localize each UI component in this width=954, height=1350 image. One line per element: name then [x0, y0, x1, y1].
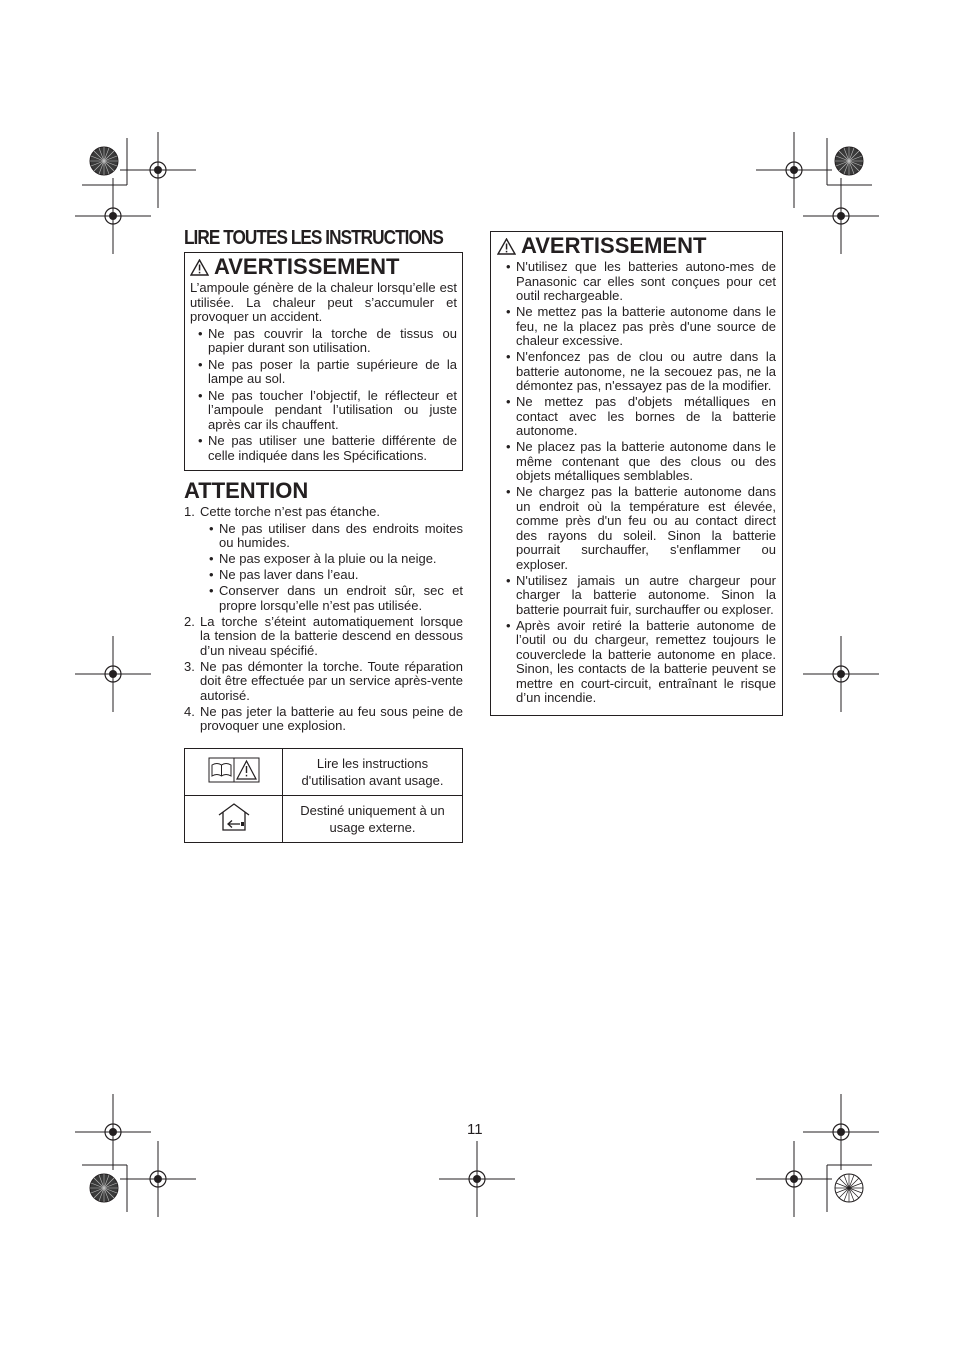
list-item: • N'enfoncez pas de clou ou autre dans la batterie autonome, ne la secouez pas, ne la démontez pas, n'essayez pas de la modifier.	[497, 350, 776, 394]
warning-triangle-icon	[190, 259, 209, 276]
attention-title: ATTENTION	[184, 478, 309, 503]
list-item: • Ne chargez pas la batterie autonome dans un endroit où la température est élevée, comme près d'un feu ou au contact direct des rayons du soleil. Sinon la batterie pourrait surchauffer, s'enflammer ou exploser.	[497, 485, 776, 572]
warning-list-left	[190, 327, 457, 464]
list-item: • Ne pas toucher l’objectif, le réflecteur et l’ampoule pendant l’utilisation ou juste après car ils chauffent.	[190, 389, 457, 433]
list-item	[184, 505, 463, 613]
item-text: Cette torche n’est pas étanche.	[200, 504, 380, 519]
symbol-description: Destiné uniquement à un usage externe.	[283, 795, 463, 842]
table-row	[185, 795, 463, 842]
list-item: • Ne pas couvrir la torche de tissus ou papier durant son utilisation.	[190, 327, 457, 356]
item-text: Ne pas jeter la batterie au feu sous peine de provoquer une explosion.	[200, 703, 463, 733]
warning-title-left	[190, 255, 457, 279]
list-item: • N'utilisez jamais un autre chargeur pour charger la batterie autonome. Sinon la batterie pourrait fuir, surchauffer ou exploser.	[497, 574, 776, 618]
item-text: Ne pas démonter la torche. Toute réparation doit être effectuée par un service après-vente autorisé.	[200, 658, 463, 703]
item-number: 1.	[184, 504, 195, 519]
instructions-heading: LIRE TOUTES LES INSTRUCTIONS	[184, 227, 443, 249]
symbol-cell	[185, 748, 283, 795]
item-text: La torche s’éteint automatiquement lorsque la tension de la batterie descend en dessous d’un niveau spécifié.	[200, 613, 463, 658]
symbol-cell	[185, 795, 283, 842]
item-number: 2.	[184, 613, 195, 629]
manual-warning-icon	[208, 757, 260, 783]
list-item: • N'utilisez que les batteries autono-mes de Panasonic car elles sont conçues pour cet outil rechargeable.	[497, 260, 776, 304]
list-item: • Ne pas poser la partie supérieure de la lampe au sol.	[190, 358, 457, 387]
list-item: • Ne pas laver dans l’eau.	[200, 568, 463, 583]
warning-box-right	[490, 231, 783, 716]
table-row	[185, 748, 463, 795]
symbols-table	[184, 748, 463, 843]
list-item: • Ne mettez pas la batterie autonome dans le feu, ne la placez pas près d'une source de chaleur excessive.	[497, 305, 776, 349]
page-number: 11	[467, 1121, 483, 1138]
warning-title-text: AVERTISSEMENT	[521, 233, 707, 258]
symbol-description: Lire les instructions d'utilisation avant usage.	[283, 748, 463, 795]
list-item: • Conserver dans un endroit sûr, sec et propre lorsqu’elle n’est pas utilisée.	[200, 584, 463, 613]
list-item: • Ne placez pas la batterie autonome dans le même contenant que des clous ou des objets métalliques semblables.	[497, 440, 776, 484]
warning-title-right	[497, 234, 776, 258]
list-item: • Ne pas utiliser une batterie différente de celle indiquée dans les Spécifications.	[190, 434, 457, 463]
attention-sublist	[200, 522, 463, 614]
warning-box-left	[184, 252, 463, 471]
warning-intro: L’ampoule génère de la chaleur lorsqu’elle est utilisée. La chaleur peut s’accumuler et provoquer un accident.	[190, 280, 457, 324]
list-item: • Ne mettez pas d'objets métalliques en contact avec les bornes de la batterie autonome.	[497, 395, 776, 439]
indoor-use-icon	[216, 801, 252, 833]
list-item: • Ne pas exposer à la pluie ou la neige.	[200, 552, 463, 567]
item-number: 4.	[184, 703, 195, 719]
warning-triangle-icon	[497, 238, 516, 255]
warning-list-right	[497, 260, 776, 706]
list-item	[184, 705, 463, 734]
list-item	[184, 615, 463, 659]
list-item: • Ne pas utiliser dans des endroits moites ou humides.	[200, 522, 463, 551]
list-item	[184, 660, 463, 704]
warning-title-text: AVERTISSEMENT	[214, 254, 400, 279]
list-item: • Après avoir retiré la batterie autonome de l’outil ou du chargeur, remettez toujours le couverclede la batterie autonome en place. Sinon, les contacts de la batterie peuvent se mettre en court-circuit, entraînant le risque d’un incendie.	[497, 619, 776, 706]
left-column	[184, 226, 463, 843]
attention-list	[184, 505, 463, 734]
item-number: 3.	[184, 658, 195, 674]
